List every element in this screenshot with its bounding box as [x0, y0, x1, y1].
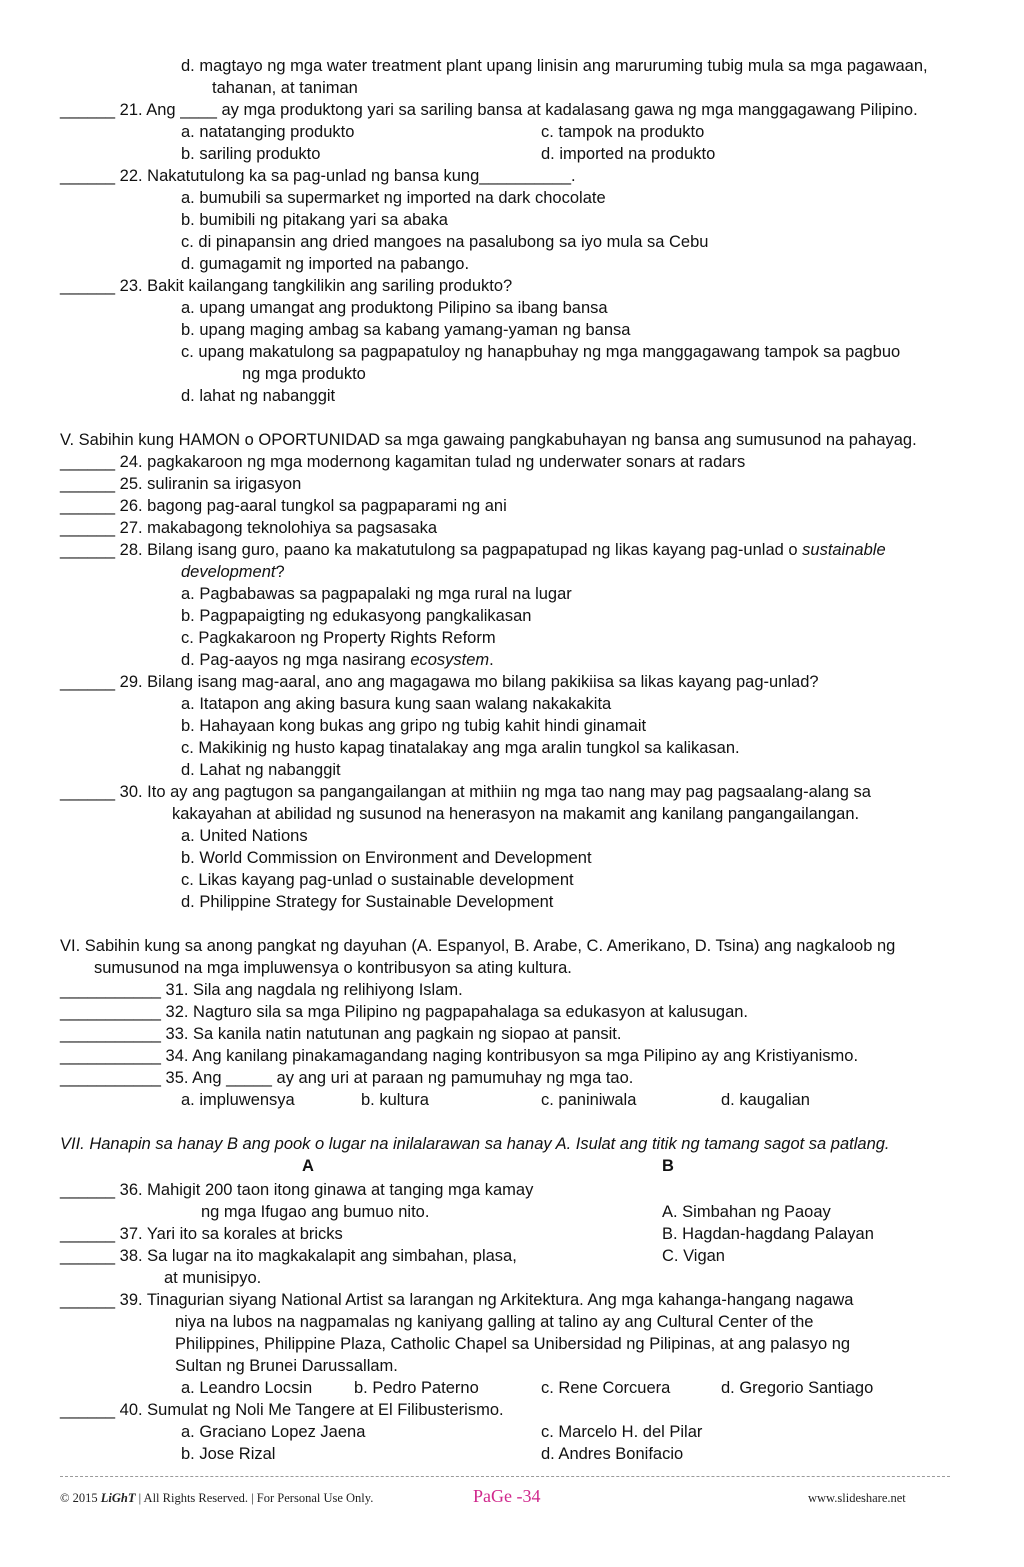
question-25: ______ 25. suliranin sa irigasyon	[60, 475, 302, 493]
q20-option-d-cont: tahanan, at taniman	[212, 79, 358, 97]
question-39-cont-1: niya na lubos na nagpamalas ng kaniyang galling at talino ay ang Cultural Center of the	[175, 1313, 814, 1331]
column-b-header: B	[662, 1157, 674, 1175]
section-vi-heading: VI. Sabihin kung sa anong pangkat ng dayuhan (A. Espanyol, B. Arabe, C. Amerikano, D. Tsina) ang nagkaloob ng	[60, 937, 896, 955]
column-a-header: A	[302, 1157, 314, 1175]
question-23: ______ 23. Bakit kailangang tangkilikin ang sariling produkto?	[60, 277, 513, 295]
q39-option-d: d. Gregorio Santiago	[721, 1379, 874, 1397]
q29-option-c: c. Makikinig ng husto kapag tinatalakay ang mga aralin tungkol sa kalikasan.	[181, 739, 740, 757]
footer-divider	[60, 1476, 950, 1477]
footer-site: www.slideshare.net	[808, 1491, 906, 1505]
question-29: ______ 29. Bilang isang mag-aaral, ano ang magagawa mo bilang pakikiisa sa likas kayang pag-unlad?	[60, 673, 819, 691]
question-39: ______ 39. Tinagurian siyang National Artist sa larangan ng Arkitektura. Ang mga kahanga-hangang nagawa	[60, 1291, 854, 1309]
question-28-cont	[181, 561, 285, 583]
question-30-cont: kakayahan at abilidad ng susunod na henerasyon na makamit ang kanilang pangangailangan.	[172, 805, 860, 823]
page-number: PaGe -34	[473, 1486, 541, 1506]
q23-option-c-cont: ng mga produkto	[242, 365, 366, 383]
q29-option-b: b. Hahayaan kong bukas ang gripo ng tubig kahit hindi ginamait	[181, 717, 647, 735]
question-33: ___________ 33. Sa kanila natin natutunan ang pagkain ng siopao at pansit.	[60, 1025, 622, 1043]
q35-option-c: c. paniniwala	[541, 1091, 637, 1109]
column-b-item-c: C. Vigan	[662, 1247, 725, 1265]
brand-name: LiGhT	[100, 1491, 136, 1505]
q30-option-d: d. Philippine Strategy for Sustainable Development	[181, 893, 554, 911]
q39-option-b: b. Pedro Paterno	[354, 1379, 479, 1397]
q29-option-d: d. Lahat ng nabanggit	[181, 761, 341, 779]
question-32: ___________ 32. Nagturo sila sa mga Pilipino ng pagpapahalaga sa edukasyon at kalusugan.	[60, 1003, 749, 1021]
q40-option-a: a. Graciano Lopez Jaena	[181, 1423, 366, 1441]
section-vi-heading-cont: sumusunod na mga impluwensya o kontribusyon sa ating kultura.	[94, 959, 572, 977]
q28-text: ______ 28. Bilang isang guro, paano ka makatutulong sa pagpapatupad ng likas kayang pag-unlad o	[60, 541, 803, 559]
question-27: ______ 27. makabagong teknolohiya sa pagsasaka	[60, 519, 438, 537]
q40-option-d: d. Andres Bonifacio	[541, 1445, 684, 1463]
q23-option-c: c. upang makatulong sa pagpapatuloy ng hanapbuhay ng mga manggagawang tampok sa pagbuo	[181, 343, 901, 361]
question-30: ______ 30. Ito ay ang pagtugon sa pangangailangan at mithiin ng mga tao nang may pag pagsaalang-alang sa	[60, 783, 871, 801]
question-31: ___________ 31. Sila ang nagdala ng relihiyong Islam.	[60, 981, 463, 999]
question-39-cont-3: Sultan ng Brunei Darussallam.	[175, 1357, 398, 1375]
rights-text: | All Rights Reserved. | For Personal Use Only.	[135, 1491, 374, 1505]
column-b-item-b: B. Hagdan-hagdang Palayan	[662, 1225, 874, 1243]
q21-option-a: a. natatanging produkto	[181, 123, 355, 141]
question-21: ______ 21. Ang ____ ay mga produktong yari sa sariling bansa at kadalasang gawa ng mga manggagawang Pilipino.	[60, 101, 918, 119]
question-26: ______ 26. bagong pag-aaral tungkol sa pagpaparami ng ani	[60, 497, 507, 515]
q30-option-c: c. Likas kayang pag-unlad o sustainable development	[181, 871, 574, 889]
footer-copyright	[60, 1490, 373, 1506]
q30-option-a: a. United Nations	[181, 827, 308, 845]
q30-option-b: b. World Commission on Environment and Development	[181, 849, 592, 867]
q28-option-c: c. Pagkakaroon ng Property Rights Reform	[181, 629, 496, 647]
q35-option-d: d. kaugalian	[721, 1091, 810, 1109]
question-40: ______ 40. Sumulat ng Noli Me Tangere at El Filibusterismo.	[60, 1401, 504, 1419]
q28-option-a: a. Pagbabawas sa pagpapalaki ng mga rural na lugar	[181, 585, 572, 603]
q28-italic-term-cont: development	[181, 563, 276, 581]
q22-option-c: c. di pinapansin ang dried mangoes na pasalubong sa iyo mula sa Cebu	[181, 233, 709, 251]
q39-option-c: c. Rene Corcuera	[541, 1379, 671, 1397]
section-vii-heading: VII. Hanapin sa hanay B ang pook o lugar na inilalarawan sa hanay A. Isulat ang titik ng tamang sagot sa patlang.	[60, 1135, 890, 1153]
q23-option-d: d. lahat ng nabanggit	[181, 387, 336, 405]
question-24: ______ 24. pagkakaroon ng mga modernong kagamitan tulad ng underwater sonars at radars	[60, 453, 746, 471]
q21-option-c: c. tampok na produkto	[541, 123, 705, 141]
q35-option-b: b. kultura	[361, 1091, 429, 1109]
q28-option-d	[181, 649, 494, 671]
question-39-cont-2: Philippines, Philippine Plaza, Catholic Chapel sa Unibersidad ng Pilipinas, at ang palasyo ng	[175, 1335, 851, 1353]
q21-option-b: b. sariling produkto	[181, 145, 321, 163]
section-v-heading: V. Sabihin kung HAMON o OPORTUNIDAD sa mga gawaing pangkabuhayan ng bansa ang sumusunod na pahayag.	[60, 431, 917, 449]
question-36-cont: ng mga Ifugao ang bumuo nito.	[201, 1203, 430, 1221]
q22-option-a: a. bumubili sa supermarket ng imported na dark chocolate	[181, 189, 606, 207]
q40-option-c: c. Marcelo H. del Pilar	[541, 1423, 703, 1441]
question-37: ______ 37. Yari ito sa korales at bricks	[60, 1225, 343, 1243]
q28-question-mark: ?	[275, 563, 285, 581]
q23-option-a: a. upang umangat ang produktong Pilipino sa ibang bansa	[181, 299, 608, 317]
q29-option-a: a. Itatapon ang aking basura kung saan walang nakakakita	[181, 695, 612, 713]
q20-option-d: d. magtayo ng mga water treatment plant upang linisin ang maruruming tubig mula sa mga pagawaan,	[181, 57, 928, 75]
question-22: ______ 22. Nakatutulong ka sa pag-unlad ng bansa kung__________.	[60, 167, 576, 185]
question-35: ___________ 35. Ang _____ ay ang uri at paraan ng pamumuhay ng mga tao.	[60, 1069, 634, 1087]
q40-option-b: b. Jose Rizal	[181, 1445, 276, 1463]
q28-italic-term: sustainable	[802, 541, 886, 559]
q22-option-b: b. bumibili ng pitakang yari sa abaka	[181, 211, 448, 229]
question-28	[60, 539, 886, 561]
column-b-item-a: A. Simbahan ng Paoay	[662, 1203, 831, 1221]
q22-option-d: d. gumagamit ng imported na pabango.	[181, 255, 470, 273]
q35-option-a: a. impluwensya	[181, 1091, 295, 1109]
q28-option-d-end: .	[489, 651, 494, 669]
q28-option-d-text: d. Pag-aayos ng mga nasirang	[181, 651, 411, 669]
q23-option-b: b. upang maging ambag sa kabang yamang-yaman ng bansa	[181, 321, 631, 339]
q28-option-b: b. Pagpapaigting ng edukasyong pangkalikasan	[181, 607, 532, 625]
copyright-text: © 2015	[60, 1491, 101, 1505]
question-38: ______ 38. Sa lugar na ito magkakalapit ang simbahan, plasa,	[60, 1247, 517, 1265]
q28-option-d-italic: ecosystem	[410, 651, 490, 669]
question-34: ___________ 34. Ang kanilang pinakamagandang naging kontribusyon sa mga Pilipino ay ang Kristiyanismo.	[60, 1047, 859, 1065]
q39-option-a: a. Leandro Locsin	[181, 1379, 313, 1397]
q21-option-d: d. imported na produkto	[541, 145, 716, 163]
question-38-cont: at munisipyo.	[164, 1269, 262, 1287]
question-36: ______ 36. Mahigit 200 taon itong ginawa at tanging mga kamay	[60, 1181, 534, 1199]
